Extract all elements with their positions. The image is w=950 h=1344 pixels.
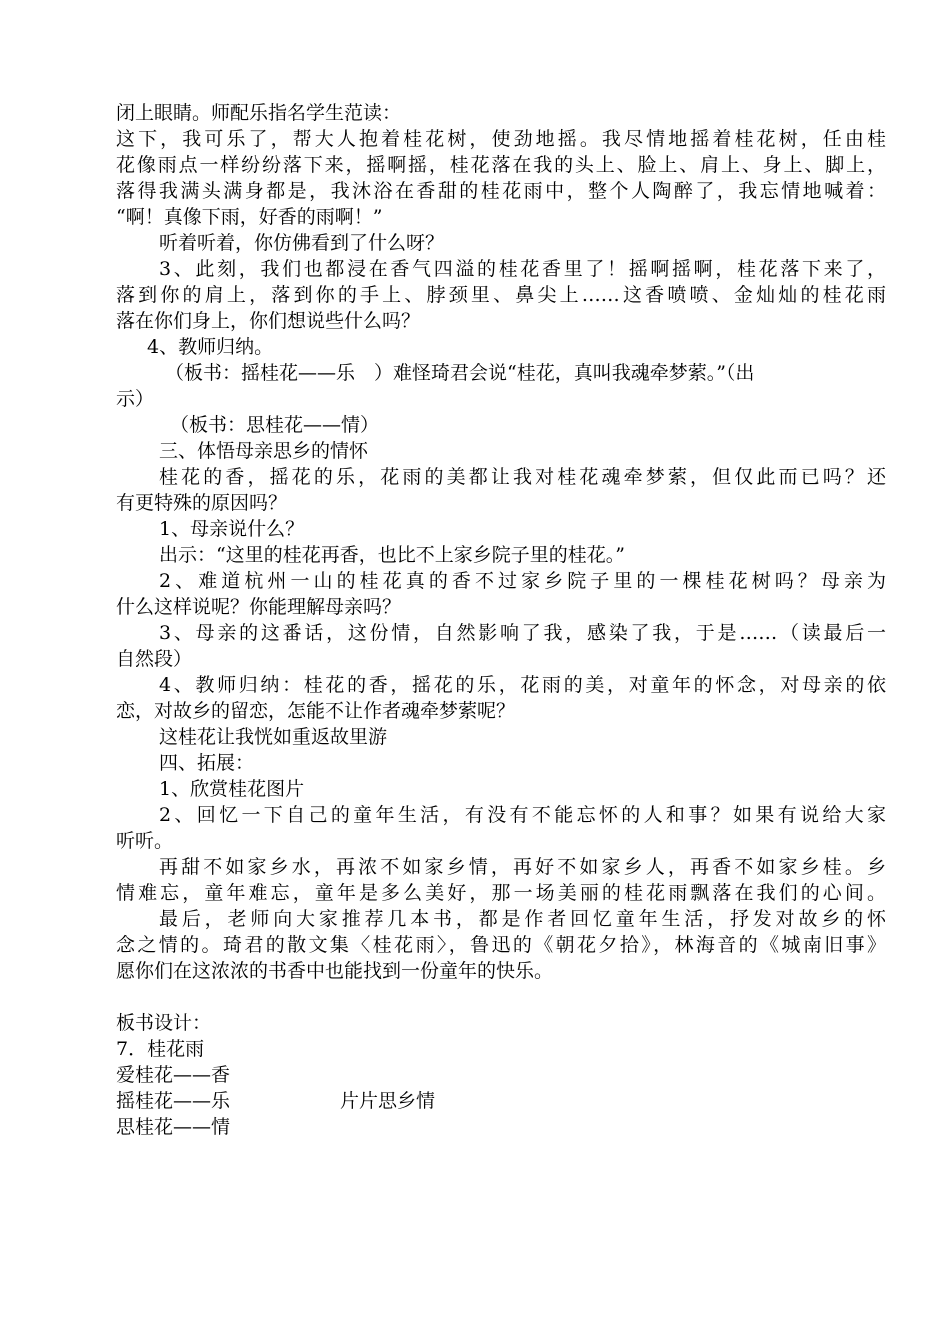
- text-line: 1、欣赏桂花图片: [159, 778, 305, 800]
- text-line: 3、母亲的这番话，这份情，自然影响了我，感染了我，于是……（读最后一: [159, 622, 886, 644]
- text-line: 1、母亲说什么？: [159, 518, 305, 540]
- text-line: 最后，老师向大家推荐几本书，都是作者回忆童年生活，抒发对故乡的怀: [159, 908, 886, 930]
- text-line: 恋，对故乡的留恋，怎能不让作者魂牵梦萦呢？: [116, 700, 516, 722]
- section-heading: 三、体悟母亲思乡的情怀: [159, 440, 369, 462]
- text-line: 2、难道杭州一山的桂花真的香不过家乡院子里的一棵桂花树吗？母亲为: [159, 570, 886, 592]
- text-line: 2、回忆一下自己的童年生活，有没有不能忘怀的人和事？如果有说给大家: [159, 804, 886, 826]
- text-line: 闭上眼睛。师配乐指名学生范读：: [116, 102, 402, 124]
- text-line: 这桂花让我恍如重返故里游: [159, 726, 388, 748]
- text-line: 落到你的肩上，落到你的手上、脖颈里、鼻尖上……这香喷喷、金灿灿的桂花雨: [116, 284, 886, 306]
- text-line: 落得我满头满身都是，我沐浴在香甜的桂花雨中，整个人陶醉了，我忘情地喊着：: [116, 180, 886, 202]
- text-line: 自然段）: [116, 648, 193, 670]
- text-line: 4、教师归纳：桂花的香，摇花的乐，花雨的美，对童年的怀念，对母亲的依: [159, 674, 886, 696]
- board-design-item: 摇桂花——乐: [116, 1090, 231, 1112]
- text-line: 有更特殊的原因吗？: [116, 492, 288, 514]
- board-design-title: 7．桂花雨: [116, 1038, 205, 1060]
- text-line: 什么这样说呢？你能理解母亲吗？: [116, 596, 402, 618]
- board-design-item: 爱桂花——香: [116, 1064, 231, 1086]
- board-design-heading: 板书设计：: [116, 1012, 212, 1034]
- text-line: 听着听着，你仿佛看到了什么呀？: [159, 232, 445, 254]
- text-line: 示）: [116, 388, 155, 410]
- text-line: 出示：“这里的桂花再香，也比不上家乡院子里的桂花。”: [159, 544, 625, 566]
- text-line: 桂花的香，摇花的乐，花雨的美都让我对桂花魂牵梦萦，但仅此而已吗？还: [159, 466, 886, 488]
- text-line: 这下，我可乐了，帮大人抱着桂花树，使劲地摇。我尽情地摇着桂花树，任由桂: [116, 128, 886, 150]
- board-design-item: 思桂花——情: [116, 1116, 231, 1138]
- text-line: 听听。: [116, 830, 174, 852]
- text-line: 4、教师归纳。: [147, 336, 274, 358]
- text-line: 再甜不如家乡水，再浓不如家乡情，再好不如家乡人，再香不如家乡桂。乡: [159, 856, 886, 878]
- text-line: 落在你们身上，你们想说些什么吗？: [116, 310, 421, 332]
- section-heading: 四、拓展：: [159, 752, 255, 774]
- board-design-side-note: 片片思乡情: [340, 1090, 436, 1112]
- text-line: 念之情的。琦君的散文集〈桂花雨〉，鲁迅的《朝花夕拾》，林海音的《城南旧事》: [116, 934, 886, 956]
- text-line: （板书：摇桂花——乐 ）难怪琦君会说“桂花，真叫我魂牵梦萦。”（出: [165, 362, 755, 384]
- text-line: 愿你们在这浓浓的书香中也能找到一份童年的快乐。: [116, 960, 554, 982]
- text-line: 3、此刻，我们也都浸在香气四溢的桂花香里了！摇啊摇啊，桂花落下来了，: [159, 258, 886, 280]
- text-line: 情难忘，童年难忘，童年是多么美好，那一场美丽的桂花雨飘落在我们的心间。: [116, 882, 886, 904]
- text-line: （板书：思桂花——情）: [170, 414, 380, 436]
- text-line: 花像雨点一样纷纷落下来，摇啊摇，桂花落在我的头上、脸上、肩上、身上、脚上，: [116, 154, 886, 176]
- text-line: “啊！真像下雨，好香的雨啊！”: [116, 206, 383, 228]
